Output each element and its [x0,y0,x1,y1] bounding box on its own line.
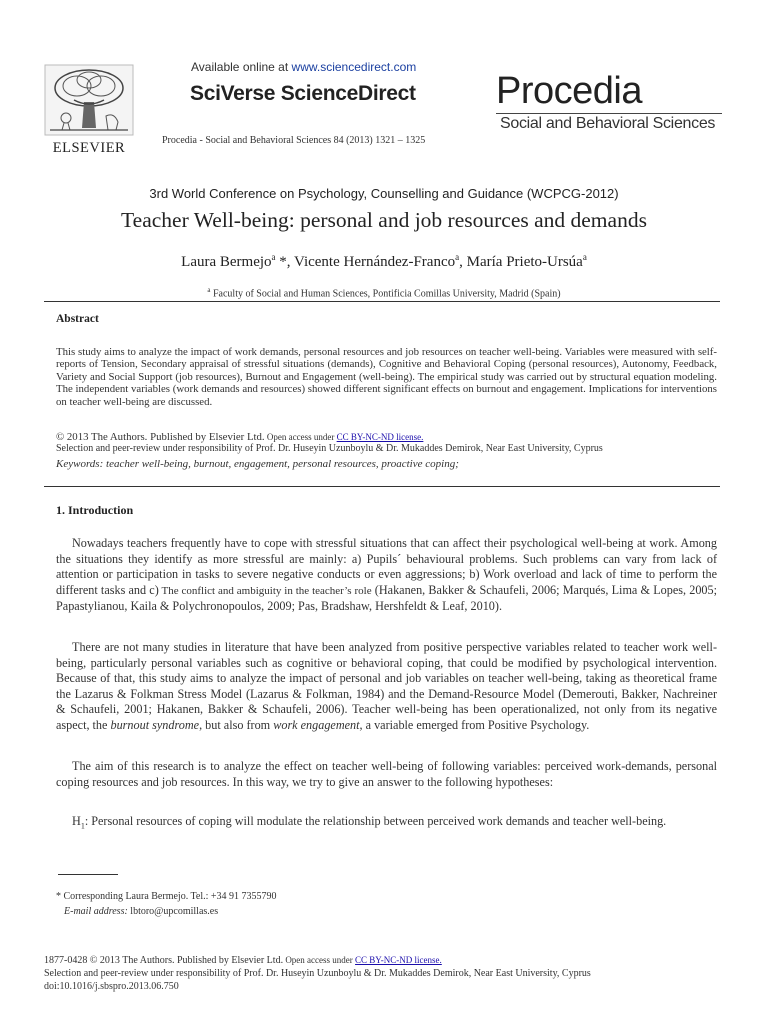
footer-license-link[interactable]: CC BY-NC-ND license. [355,955,442,965]
sciencedirect-link[interactable]: www.sciencedirect.com [291,60,417,74]
conference-name: 3rd World Conference on Psychology, Counselling and Guidance (WCPCG-2012) [149,186,619,201]
section-heading: 1. Introduction [56,503,134,517]
abstract-copyright: © 2013 The Authors. Published by Elsevier Ltd. Open access under CC BY-NC-ND license. [56,431,424,443]
intro-paragraph-2: There are not many studies in literature that have been analyzed from positive perspective variables related to teacher work well-being, particularly personal variables such as cognitive or behavioral coping, that could be modified by psychological intervention. Because of that, this study aims to analyze the impact of personal and job variables on teacher well-being, taking as theoretical frame the Lazarus & Folkman Stress Model (Lazarus & Folkman, 1984) and the Demand-Resource Model (Demerouti, Bakker, Nachreiner & Schaufeli, 2001; Hakanen, Bakker & Schaufeli, 2006). Teacher well-being has been operationalized, not only from its negative aspect, the burnout syndrome, but also from work engagement, a variable emerged from Positive Psychology. [56,640,717,732]
journal-rule [496,113,722,114]
footnote-corresponding: * Corresponding Laura Bermejo. Tel.: +34 91 7355790 [56,891,277,902]
email-address[interactable]: lbtoro@upcomillas.es [127,906,219,917]
paper-title: Teacher Well-being: personal and job resources and demands [121,208,647,232]
footnote-email: E-mail address: lbtoro@upcomillas.es [64,906,219,917]
author-3: María Prieto-Ursúa [466,254,583,270]
footer-peer-review: Selection and peer-review under responsibility of Prof. Dr. Huseyin Uzunboylu & Dr. Mukaddes Demirok, Near East University, Cyprus [44,968,591,979]
keywords: Keywords: teacher well-being, burnout, engagement, personal resources, proactive coping; [56,458,459,470]
elsevier-tree-icon [44,64,134,136]
license-link[interactable]: CC BY-NC-ND license. [336,432,424,442]
footnote-rule [58,874,118,875]
sciverse-logo: SciVerse ScienceDirect [190,82,416,105]
footer-issn: 1877-0428 © 2013 The Authors. Published by Elsevier Ltd. Open access under CC BY-NC-ND license. [44,955,442,966]
available-online: Available online at www.sciencedirect.com [191,60,417,74]
abstract-text: This study aims to analyze the impact of work demands, personal resources and job resources on teacher well-being. Variables were measured with self-reports of Tension, Secondary appraisal of stressful situations (demands), Cognitive and Behavioral Coping (personal resources), Autonomy, Feedback, Variety and Social Support (job resources), Burnout and Engagement (well-being). The empirical study was carried out by structural equation modeling. The independent variables (work demands and resources) showed different significant effects on burnout and engagement. Implications for interventions on teacher well-being are discussed. [56,346,717,408]
abstract-heading: Abstract [56,313,99,325]
affiliation: $^a$ Faculty of Social and Human Sciences, Pontificia Comillas University, Madrid (Spain) [207,286,561,300]
hypothesis-1: $H_1$: Personal resources of coping will modulate the relationship between perceived work demands and teacher well-being. [72,814,667,831]
footer-doi[interactable]: doi:10.1016/j.sbspro.2013.06.750 [44,981,179,992]
divider-top [44,301,720,302]
journal-subtitle: Social and Behavioral Sciences [500,115,716,132]
author-list: Laura Bermejo$^a$ *, Vicente Hernández-Franco$^a$, María Prieto-Ursúa$^a$ [181,252,587,270]
publisher-name: ELSEVIER [52,140,126,156]
citation-line: Procedia - Social and Behavioral Sciences 84 (2013) 1321 – 1325 [162,135,426,146]
intro-paragraph-3: The aim of this research is to analyze the effect on teacher well-being of following variables: perceived work-demands, personal coping resources and job resources. In this way, we try to give an answer to the following hypotheses: [56,759,717,789]
journal-name: Procedia [496,70,642,112]
intro-paragraph-1: Nowadays teachers frequently have to cope with stressful situations that can affect their psychological well-being at work. Among the situations they identify as more stressful are mainly: a) Pupils´ behavioural problems. Such problems can vary from lack of attention or participation in tasks to severe negative conducts or even aggressions; b) Work overload and lack of time to perform the different tasks and c) The conflict and ambiguity in the teacher’s role (Hakanen, Bakker & Schaufeli, 2006; Marqués, Lima & Lopes, 2005; Papastylianou, Kaila & Polychronopoulos, 2009; Pas, Bradshaw, Hershfeldt & Leaf, 2010). [56,536,718,614]
divider-abstract [44,486,720,487]
author-2: Vicente Hernández-Franco [294,254,456,270]
author-1: Laura Bermejo [181,254,272,270]
elsevier-logo [44,64,134,156]
abstract-peer-review: Selection and peer-review under responsibility of Prof. Dr. Huseyin Uzunboylu & Dr. Mukaddes Demirok, Near East University, Cyprus [56,443,603,454]
